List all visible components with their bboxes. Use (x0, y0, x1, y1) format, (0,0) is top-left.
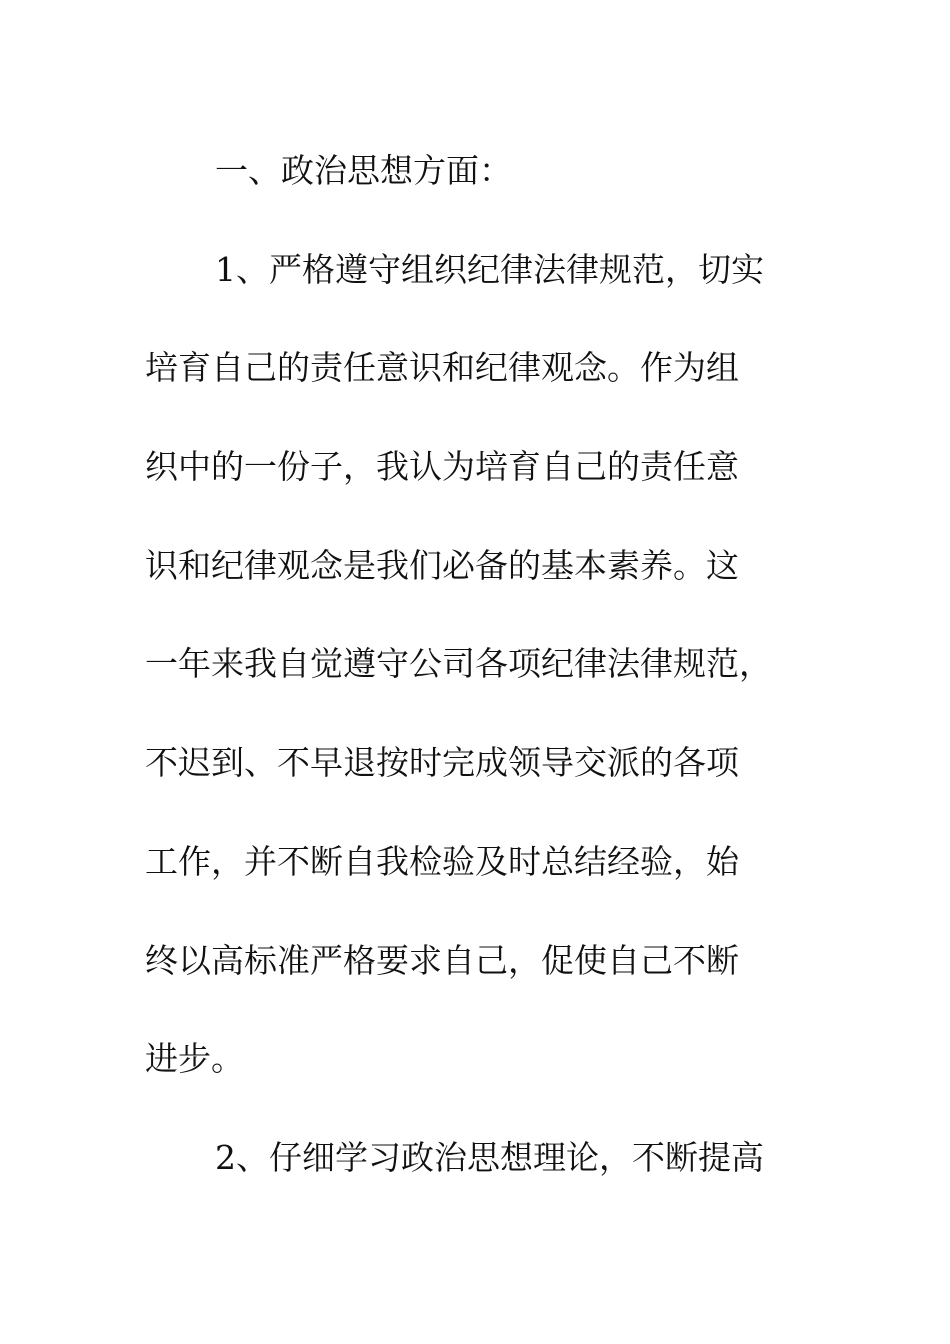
paragraph-1-line-7: 工作，并不断自我检验及时总结经验，始 (145, 841, 739, 881)
paragraph-2-line-1: 2、仔细学习政治思想理论，不断提高 (215, 1137, 764, 1177)
paragraph-1-line-4: 识和纪律观念是我们必备的基本素养。这 (145, 545, 739, 585)
section-heading: 一、政治思想方面： (215, 151, 512, 190)
paragraph-1-line-9: 进步。 (145, 1039, 244, 1079)
paragraph-1-line-8: 终以高标准严格要求自己，促使自己不断 (145, 940, 739, 980)
paragraph-1-line-5: 一年来我自觉遵守公司各项纪律法律规范， (145, 644, 772, 684)
paragraph-1-line-2: 培育自己的责任意识和纪律观念。作为组 (145, 348, 739, 388)
paragraph-1-line-6: 不迟到、不早退按时完成领导交派的各项 (145, 743, 739, 783)
document-body (145, 122, 825, 1208)
paragraph-1-line-3: 织中的一份子，我认为培育自己的责任意 (145, 447, 739, 487)
paragraph-1-line-1: 1、严格遵守组织纪律法律规范，切实 (215, 249, 764, 289)
